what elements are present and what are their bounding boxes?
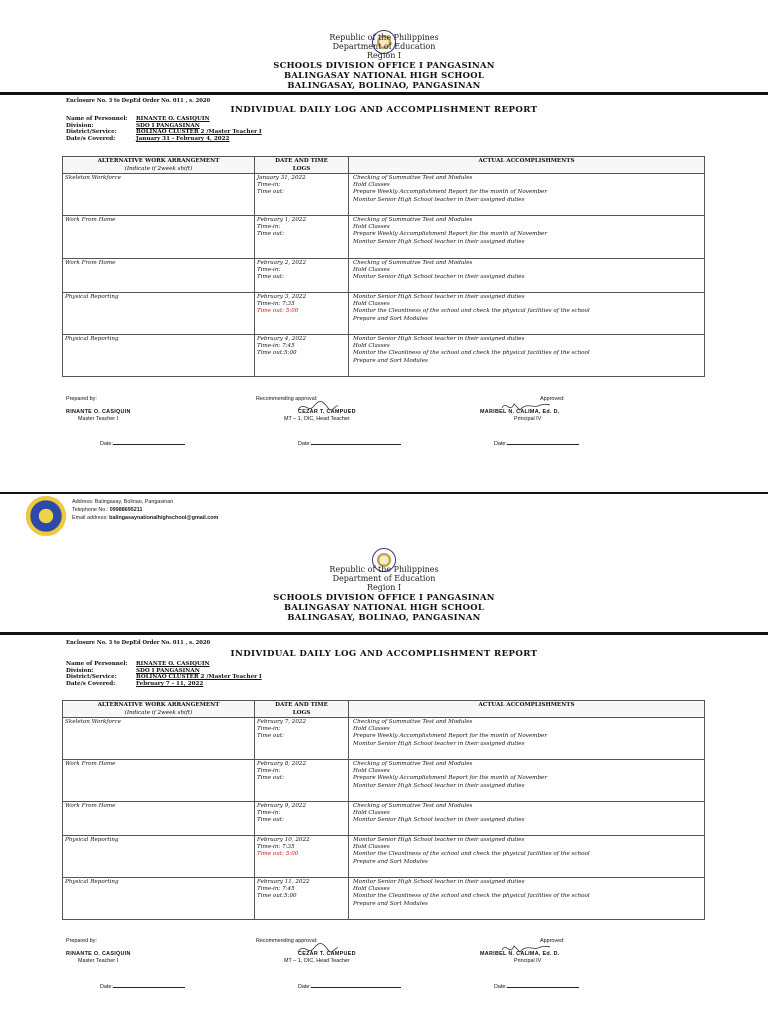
arrangement-cell: Physical Reporting: [63, 293, 255, 335]
table-row: [63, 802, 705, 836]
page-footer: [0, 492, 768, 546]
approved-title: Principal IV: [514, 958, 542, 964]
date-field-prepared: Date:: [100, 441, 185, 448]
log-table: [62, 700, 705, 920]
accomplishment-cell: Checking of Summative Test and Modules Hold Classes Monitor Senior High School teacher in their assigned duties: [349, 802, 705, 836]
arrangement-cell: Physical Reporting: [63, 335, 255, 377]
personnel-info: [66, 116, 262, 142]
school-seal-icon: [26, 496, 66, 536]
prepared-name: RINANTE O. CASIQUIN: [66, 951, 131, 957]
district-value: BOLINAO CLUSTER 2 /Master Teacher I: [136, 129, 262, 136]
table-row: [63, 293, 705, 335]
prepared-label: Prepared by:: [66, 938, 97, 944]
datetime-cell: February 1, 2022 Time-in: Time out:: [255, 216, 349, 259]
prepared-block: [66, 938, 131, 965]
division-value: SDO I PANGASINAN: [136, 667, 200, 674]
department-line: Department of Education: [332, 42, 436, 51]
dates-label: Date/s Covered:: [66, 680, 116, 687]
approved-label: Approved:: [540, 396, 565, 402]
date-field-recommending: Date:: [298, 984, 401, 991]
datetime-cell: February 2, 2022 Time-in: Time out:: [255, 259, 349, 293]
recommending-name: CEZAR T. CAMPUED: [298, 951, 356, 957]
name-label: Name of Personnel:: [66, 116, 128, 122]
arrangement-cell: Skeleton Workforce: [63, 718, 255, 760]
recommending-title: MT – 1, OIC, Head Teacher: [284, 958, 350, 964]
recommending-label: Recommending approval:: [256, 938, 318, 944]
district-label: District/Service:: [66, 129, 117, 136]
office-line: SCHOOLS DIVISION OFFICE I PANGASINAN: [273, 592, 495, 602]
footer-email: balingasaynationalhighschool@gmail.com: [109, 514, 219, 521]
school-address-line: BALINGASAY, BOLINAO, PANGASINAN: [287, 80, 481, 90]
approved-title: Principal IV: [514, 416, 542, 422]
accomplishment-cell: Monitor Senior High School teacher in their assigned duties Hold Classes Monitor the Cleanliness of the school and check the physical facilities of the school Prepare and Sort Modules: [349, 836, 705, 878]
table-row: [63, 718, 705, 760]
accomplishment-cell: Monitor Senior High School teacher in their assigned duties Hold Classes Monitor the Cleanliness of the school and check the physical facilities of the school Prepare and Sort Modules: [349, 335, 705, 377]
dates-label: Date/s Covered:: [66, 135, 116, 142]
prepared-name: RINANTE O. CASIQUIN: [66, 409, 131, 415]
region-line: Region I: [366, 583, 402, 592]
datetime-header: DATE AND TIME LOGS: [255, 701, 349, 718]
school-line: BALINGASAY NATIONAL HIGH SCHOOL: [283, 70, 485, 80]
table-row: [63, 836, 705, 878]
division-label: Division:: [66, 667, 94, 674]
name-label: Name of Personnel:: [66, 661, 128, 667]
enclosure-note: Enclosure No. 3 to DepEd Order No. 011 , s. 2020: [66, 640, 211, 646]
datetime-cell: February 9, 2022 Time-in: Time out:: [255, 802, 349, 836]
datetime-cell: February 7, 2022 Time-in: Time out:: [255, 718, 349, 760]
name-value: RINANTE O. CASIQUIN: [136, 661, 210, 667]
arrangement-cell: Physical Reporting: [63, 836, 255, 878]
school-address-line: BALINGASAY, BOLINAO, PANGASINAN: [287, 612, 481, 622]
name-value: RINANTE O. CASIQUIN: [136, 116, 210, 122]
arrangement-cell: Skeleton Workforce: [63, 174, 255, 216]
table-row: [63, 760, 705, 802]
district-value: BOLINAO CLUSTER 2 /Master Teacher I: [136, 674, 262, 681]
arrangement-cell: Physical Reporting: [63, 878, 255, 920]
enclosure-note: Enclosure No. 3 to DepEd Order No. 011 , s. 2020: [66, 98, 211, 104]
republic-line: Republic of the Philippines: [329, 33, 439, 42]
table-row: [63, 216, 705, 259]
prepared-label: Prepared by:: [66, 396, 97, 402]
division-label: Division:: [66, 122, 94, 129]
approved-signature-icon: [500, 942, 552, 956]
datetime-header: DATE AND TIME LOGS: [255, 157, 349, 174]
table-row: [63, 335, 705, 377]
prepared-title: Master Teacher I: [78, 416, 119, 422]
recommending-name: CEZAR T. CAMPUED: [298, 409, 356, 415]
table-header-row: [63, 701, 705, 718]
dates-value: February 7 - 11, 2022: [136, 680, 204, 687]
approved-name: MARIBEL N. CALIMA, Ed. D.: [480, 409, 560, 415]
recommending-label: Recommending approval:: [256, 396, 318, 402]
header-rule: [0, 92, 768, 95]
accomplishment-cell: Checking of Summative Test and Modules Hold Classes Prepare Weekly Accomplishment Report for the month of November Monitor Senior High School teacher in their assigned duties: [349, 718, 705, 760]
table-row: [63, 259, 705, 293]
footer-contact: Address: Balingasay, Bolinao, Pangasinan Telephone No.: 09988695211 Email address: balingasaynationalhighschool@gmail.com: [72, 499, 219, 521]
accomplishment-cell: Monitor Senior High School teacher in their assigned duties Hold Classes Monitor the Cleanliness of the school and check the physical facilities of the school Prepare and Sort Modules: [349, 293, 705, 335]
accomplishment-cell: Checking of Summative Test and Modules Hold Classes Prepare Weekly Accomplishment Report for the month of November Monitor Senior High School teacher in their assigned duties: [349, 216, 705, 259]
arrangement-cell: Work From Home: [63, 259, 255, 293]
accomplishment-cell: Monitor Senior High School teacher in their assigned duties Hold Classes Monitor the Cleanliness of the school and check the physical facilities of the school Prepare and Sort Modules: [349, 878, 705, 920]
arrangement-cell: Work From Home: [63, 802, 255, 836]
approved-label: Approved:: [540, 938, 565, 944]
personnel-info: [66, 661, 262, 687]
recommending-title: MT – 1, OIC, Head Teacher: [284, 416, 350, 422]
datetime-cell: February 10, 2022 Time-in: 7:35 Time out: 5:00: [255, 836, 349, 878]
approved-signature-icon: [500, 400, 552, 414]
header-rule: [0, 632, 768, 635]
datetime-cell: February 4, 2022 Time-in: 7:45 Time out:5:00: [255, 335, 349, 377]
footer-address: Balingasay, Bolinao, Pangasinan: [94, 499, 174, 505]
accomplishments-header: ACTUAL ACCOMPLISHMENTS: [349, 701, 705, 718]
footer-rule: [0, 492, 768, 494]
approved-name: MARIBEL N. CALIMA, Ed. D.: [480, 951, 560, 957]
date-field-approved: Date:: [494, 441, 579, 448]
log-table: [62, 156, 705, 377]
report-title: INDIVIDUAL DAILY LOG AND ACCOMPLISHMENT REPORT: [230, 105, 538, 115]
office-line: SCHOOLS DIVISION OFFICE I PANGASINAN: [273, 60, 495, 70]
arrangement-cell: Work From Home: [63, 216, 255, 259]
division-value: SDO I PANGASINAN: [136, 122, 200, 129]
department-line: Department of Education: [332, 574, 436, 583]
date-field-approved: Date:: [494, 984, 579, 991]
table-row: [63, 878, 705, 920]
datetime-cell: January 31, 2022 Time-in: Time out:: [255, 174, 349, 216]
school-line: BALINGASAY NATIONAL HIGH SCHOOL: [283, 602, 485, 612]
district-label: District/Service:: [66, 674, 117, 681]
table-header-row: [63, 157, 705, 174]
awa-header: ALTERNATIVE WORK ARRANGEMENT (Indicate if 2week shift): [63, 157, 255, 174]
datetime-cell: February 11, 2022 Time-in: 7:45 Time out:5:00: [255, 878, 349, 920]
awa-header: ALTERNATIVE WORK ARRANGEMENT (Indicate if 2week shift): [63, 701, 255, 718]
recommending-signature-icon: [296, 400, 340, 414]
footer-phone: 09988695211: [109, 506, 143, 513]
letterhead: [0, 565, 768, 622]
region-line: Region I: [366, 51, 402, 60]
accomplishment-cell: Checking of Summative Test and Modules Hold Classes Prepare Weekly Accomplishment Report for the month of November Monitor Senior High School teacher in their assigned duties: [349, 174, 705, 216]
accomplishment-cell: Checking of Summative Test and Modules Hold Classes Monitor Senior High School teacher in their assigned duties: [349, 259, 705, 293]
datetime-cell: February 3, 2022 Time-in: 7:35 Time out: 5:00: [255, 293, 349, 335]
dates-value: January 31 - February 4, 2022: [136, 135, 230, 142]
republic-line: Republic of the Philippines: [329, 565, 439, 574]
prepared-block: [66, 396, 131, 423]
date-field-recommending: Date:: [298, 441, 401, 448]
prepared-title: Master Teacher I: [78, 958, 119, 964]
report-title: INDIVIDUAL DAILY LOG AND ACCOMPLISHMENT REPORT: [230, 649, 538, 659]
report-page-1: [0, 0, 768, 492]
datetime-cell: February 8, 2022 Time-in: Time out:: [255, 760, 349, 802]
date-field-prepared: Date:: [100, 984, 185, 991]
letterhead: [0, 33, 768, 90]
report-page-2: [0, 546, 768, 1024]
recommending-signature-icon: [296, 942, 340, 956]
table-row: [63, 174, 705, 216]
accomplishment-cell: Checking of Summative Test and Modules Hold Classes Prepare Weekly Accomplishment Report for the month of November Monitor Senior High School teacher in their assigned duties: [349, 760, 705, 802]
accomplishments-header: ACTUAL ACCOMPLISHMENTS: [349, 157, 705, 174]
arrangement-cell: Work From Home: [63, 760, 255, 802]
